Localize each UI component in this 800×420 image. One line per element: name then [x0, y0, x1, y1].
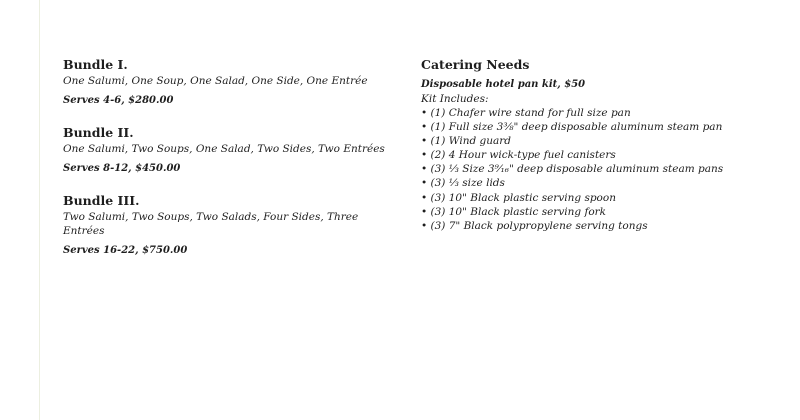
bundles-column	[63, 57, 393, 275]
kit-item: • (3) 7" Black polypropylene serving tongs	[421, 219, 648, 232]
kit-item: • (3) 10" Black plastic serving spoon	[421, 191, 616, 204]
bundle-1	[63, 57, 393, 108]
kit-item: • (2) 4 Hour wick-type fuel canisters	[421, 149, 616, 162]
bundle-2	[63, 125, 393, 176]
kit-title: Disposable hotel pan kit, $50	[421, 79, 586, 90]
bundle-title: Bundle III.	[63, 193, 140, 208]
catering-needs-column	[421, 57, 791, 233]
bundle-description: Two Salumi, Two Soups, Two Salads, Four Sides, Three Entrées	[63, 211, 359, 237]
kit-item: • (1) Wind guard	[421, 135, 512, 148]
kit-item: • (3) 10" Black plastic serving fork	[421, 205, 607, 218]
bundle-serves-price: Serves 8-12, $450.00	[63, 163, 181, 174]
bundle-description: One Salumi, Two Soups, One Salad, Two Sides, Two Entrées	[63, 143, 385, 155]
bundle-description: One Salumi, One Soup, One Salad, One Side, One Entrée	[63, 75, 368, 87]
bundle-serves-price: Serves 4-6, $280.00	[63, 95, 174, 106]
bundle-title: Bundle II.	[63, 125, 134, 140]
kit-item-list	[421, 106, 791, 233]
kit-intro: Kit Includes:	[421, 93, 489, 105]
kit-item: • (3) ⅓ size lids	[421, 177, 505, 190]
page-left-border	[39, 0, 40, 420]
bundle-title: Bundle I.	[63, 57, 128, 72]
kit-item: • (1) Chafer wire stand for full size pan	[421, 107, 631, 119]
kit-item: • (1) Full size 3⅜" deep disposable aluminum steam pan	[421, 121, 723, 134]
catering-title: Catering Needs	[421, 57, 530, 72]
bundle-3	[63, 193, 393, 258]
bundle-serves-price: Serves 16-22, $750.00	[63, 245, 188, 256]
kit-item: • (3) ⅓ Size 3⁹⁄₁₆" deep disposable aluminum steam pans	[421, 163, 724, 176]
